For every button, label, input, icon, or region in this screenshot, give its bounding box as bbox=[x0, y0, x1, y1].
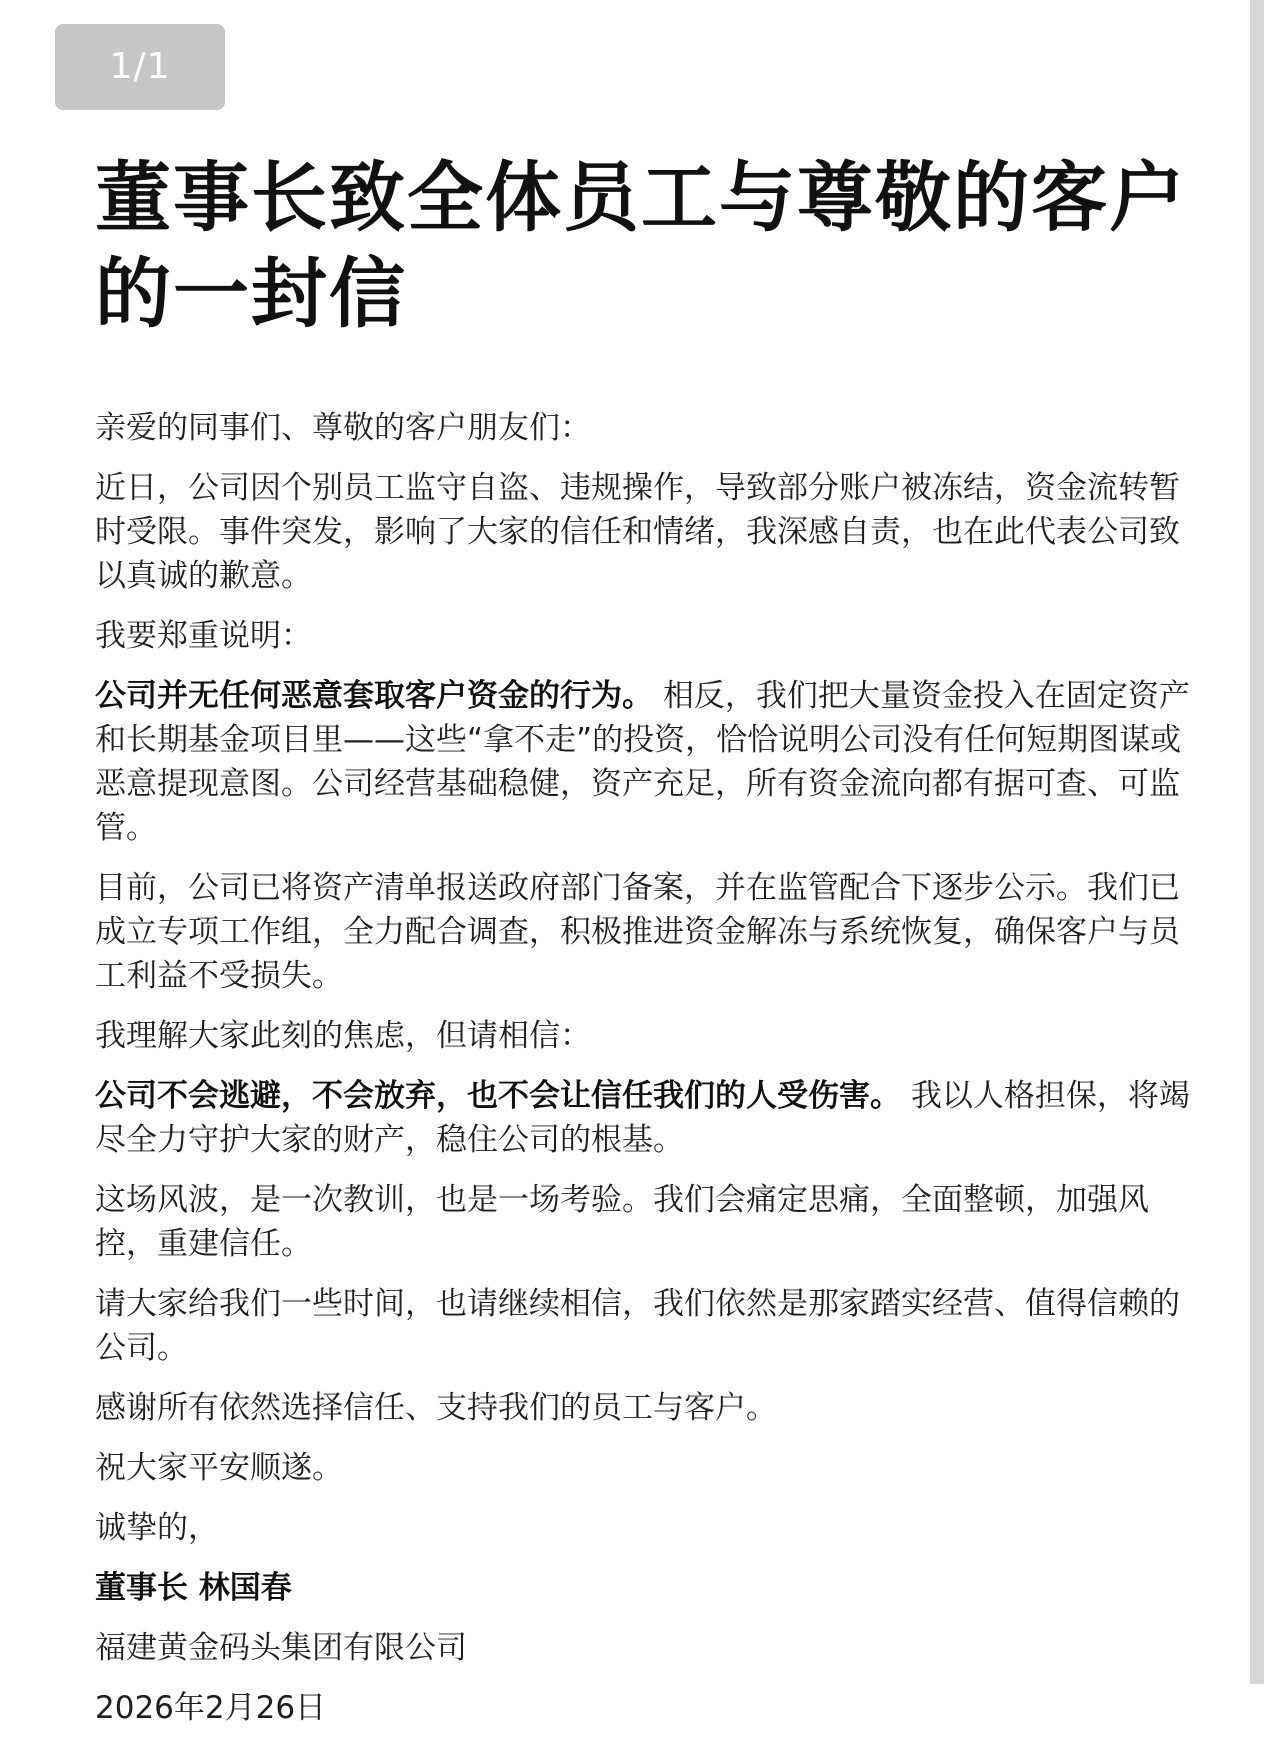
paragraph-bold: 公司并无任何恶意套取客户资金的行为。 bbox=[95, 678, 653, 714]
signature-date: 2026年2月26日 bbox=[95, 1690, 327, 1726]
paragraph bbox=[95, 466, 1205, 598]
paragraph-text: 我要郑重说明： bbox=[95, 618, 312, 654]
page-indicator: 1/1 bbox=[55, 24, 225, 110]
letter-title: 董事长致全体员工与尊敬的客户的一封信 bbox=[95, 153, 1187, 338]
paragraph-text: 请大家给我们一些时间，也请继续相信，我们依然是那家踏实经营、值得信赖的公司。 bbox=[95, 1286, 1180, 1366]
paragraph-text: 亲爱的同事们、尊敬的客户朋友们： bbox=[95, 410, 591, 446]
paragraph-text: 相反，我们把大量资金投入在固定资产和长期基金项目里——这些“拿不走”的投资，恰恰说明公司没有任何短期图谋或恶意提现意图。公司经营基础稳健，资产充足，所有资金流向都有据可查、可监管。 bbox=[95, 678, 1190, 846]
paragraph-text: 目前，公司已将资产清单报送政府部门备案，并在监管配合下逐步公示。我们已成立专项工作组，全力配合调查，积极推进资金解冻与系统恢复，确保客户与员工利益不受损失。 bbox=[95, 870, 1180, 994]
paragraph-text: 感谢所有依然选择信任、支持我们的员工与客户。 bbox=[95, 1390, 777, 1426]
paragraph-text: 我理解大家此刻的焦虑，但请相信： bbox=[95, 1018, 591, 1054]
paragraph-text: 祝大家平安顺遂。 bbox=[95, 1450, 343, 1486]
paragraph bbox=[95, 866, 1205, 998]
paragraph-text: 这场风波，是一次教训，也是一场考验。我们会痛定思痛，全面整顿，加强风控，重建信任。 bbox=[95, 1182, 1149, 1262]
paragraph bbox=[95, 406, 1205, 450]
signature-company: 福建黄金码头集团有限公司 bbox=[95, 1630, 467, 1666]
paragraph bbox=[95, 1178, 1205, 1266]
paragraph-text: 近日，公司因个别员工监守自盗、违规操作，导致部分账户被冻结，资金流转暂时受限。事件突发，影响了大家的信任和情绪，我深感自责，也在此代表公司致以真诚的歉意。 bbox=[95, 470, 1180, 594]
paragraph bbox=[95, 674, 1205, 850]
paragraph bbox=[95, 1282, 1205, 1370]
signature-block bbox=[95, 1506, 1205, 1730]
paragraph bbox=[95, 1014, 1205, 1058]
paragraph-text: 我以人格担保，将竭尽全力守护大家的财产，稳住公司的根基。 bbox=[95, 1078, 1190, 1158]
paragraph bbox=[95, 1074, 1205, 1162]
letter-paragraphs bbox=[95, 406, 1205, 1490]
letter-body bbox=[95, 150, 1205, 1746]
paragraph-bold: 公司不会逃避，不会放弃，也不会让信任我们的人受伤害。 bbox=[95, 1078, 901, 1114]
paragraph bbox=[95, 1386, 1205, 1430]
paragraph bbox=[95, 1446, 1205, 1490]
signature-closing: 诚挚的， bbox=[95, 1510, 219, 1546]
signature-name: 董事长 林国春 bbox=[95, 1570, 292, 1606]
scrollbar-track[interactable] bbox=[1250, 0, 1264, 1684]
paragraph bbox=[95, 614, 1205, 658]
